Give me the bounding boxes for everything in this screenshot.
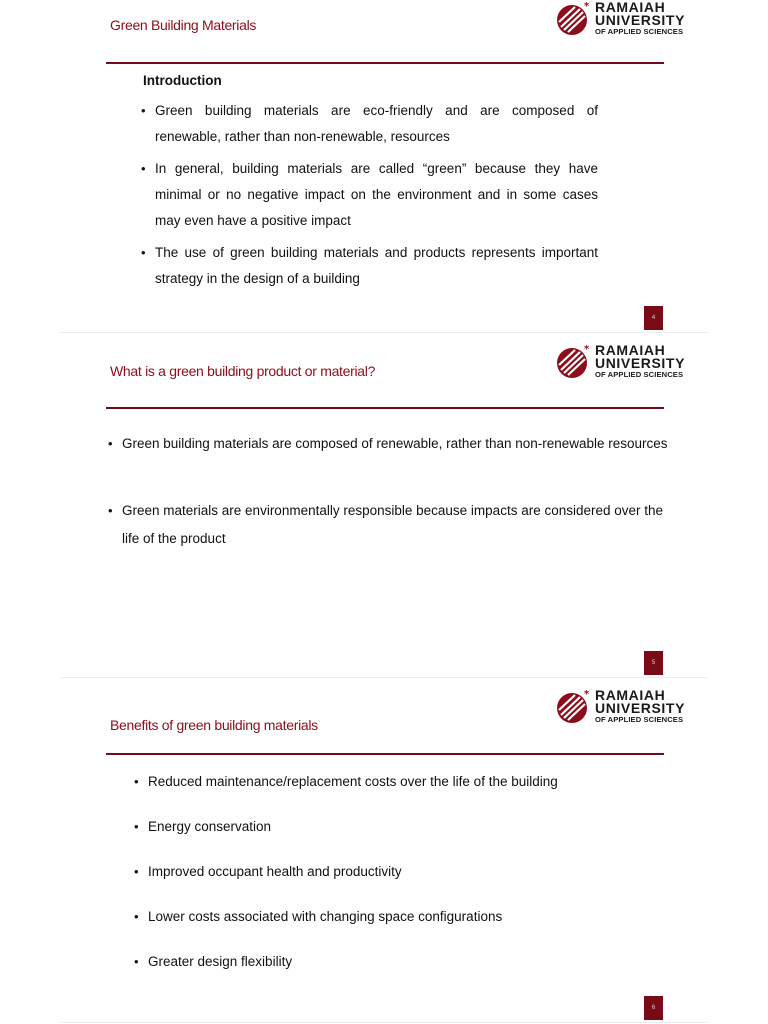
page-number: 6 (644, 996, 663, 1020)
bullet-list (108, 430, 670, 553)
list-item: • The use of green building materials and products represents important strategy in the design of a building (141, 245, 598, 286)
university-logo (554, 688, 694, 728)
university-name-line1: RAMAIAH (595, 687, 666, 703)
bullet-list (141, 98, 598, 292)
list-item: • Lower costs associated with changing space configurations (134, 909, 503, 924)
slide-title: What is a green building product or material? (110, 363, 376, 379)
slide-separator (60, 1022, 708, 1023)
title-divider (106, 753, 664, 755)
list-item: • Greater design flexibility (134, 954, 293, 969)
svg-text:*: * (584, 689, 590, 700)
university-logo (554, 0, 694, 40)
list-item: • Green materials are environmentally responsible because impacts are considered over the life of the product (108, 503, 664, 546)
university-name-line2: UNIVERSITY (595, 355, 686, 371)
title-divider (106, 62, 664, 64)
svg-text:*: * (584, 1, 590, 12)
page-number: 5 (644, 651, 663, 675)
bullet-list (134, 773, 668, 971)
slide-1 (0, 0, 768, 332)
university-name-line1: RAMAIAH (595, 342, 666, 358)
ramaiah-emblem-icon (554, 688, 592, 726)
slide-title: Green Building Materials (110, 17, 257, 33)
section-heading: Introduction (143, 73, 222, 88)
university-logo (554, 343, 694, 383)
list-item: • In general, building materials are called “green” because they have minimal or no negative impact on the environment and in some cases may even have a positive impact (141, 161, 598, 228)
list-item: • Green building materials are composed of renewable, rather than non-renewable resources (108, 436, 668, 451)
slide-2 (0, 333, 768, 677)
list-item: • Improved occupant health and productivity (134, 864, 402, 879)
page-number: 4 (644, 306, 663, 330)
list-item: • Green building materials are eco-friendly and are composed of renewable, rather than non-renewable, resources (141, 103, 598, 144)
title-divider (106, 407, 664, 409)
university-name-line3: OF APPLIED SCIENCES (595, 27, 684, 36)
list-item: • Reduced maintenance/replacement costs over the life of the building (134, 774, 558, 789)
ramaiah-emblem-icon (554, 343, 592, 381)
university-name-line3: OF APPLIED SCIENCES (595, 370, 684, 379)
slide-title: Benefits of green building materials (110, 717, 318, 733)
list-item: • Energy conservation (134, 819, 272, 834)
university-name-line1: RAMAIAH (595, 0, 666, 15)
ramaiah-emblem-icon (554, 0, 592, 38)
svg-text:*: * (584, 344, 590, 355)
slide-3 (0, 678, 768, 1024)
university-name-line2: UNIVERSITY (595, 700, 686, 716)
university-name-line2: UNIVERSITY (595, 12, 686, 28)
university-name-line3: OF APPLIED SCIENCES (595, 715, 684, 724)
